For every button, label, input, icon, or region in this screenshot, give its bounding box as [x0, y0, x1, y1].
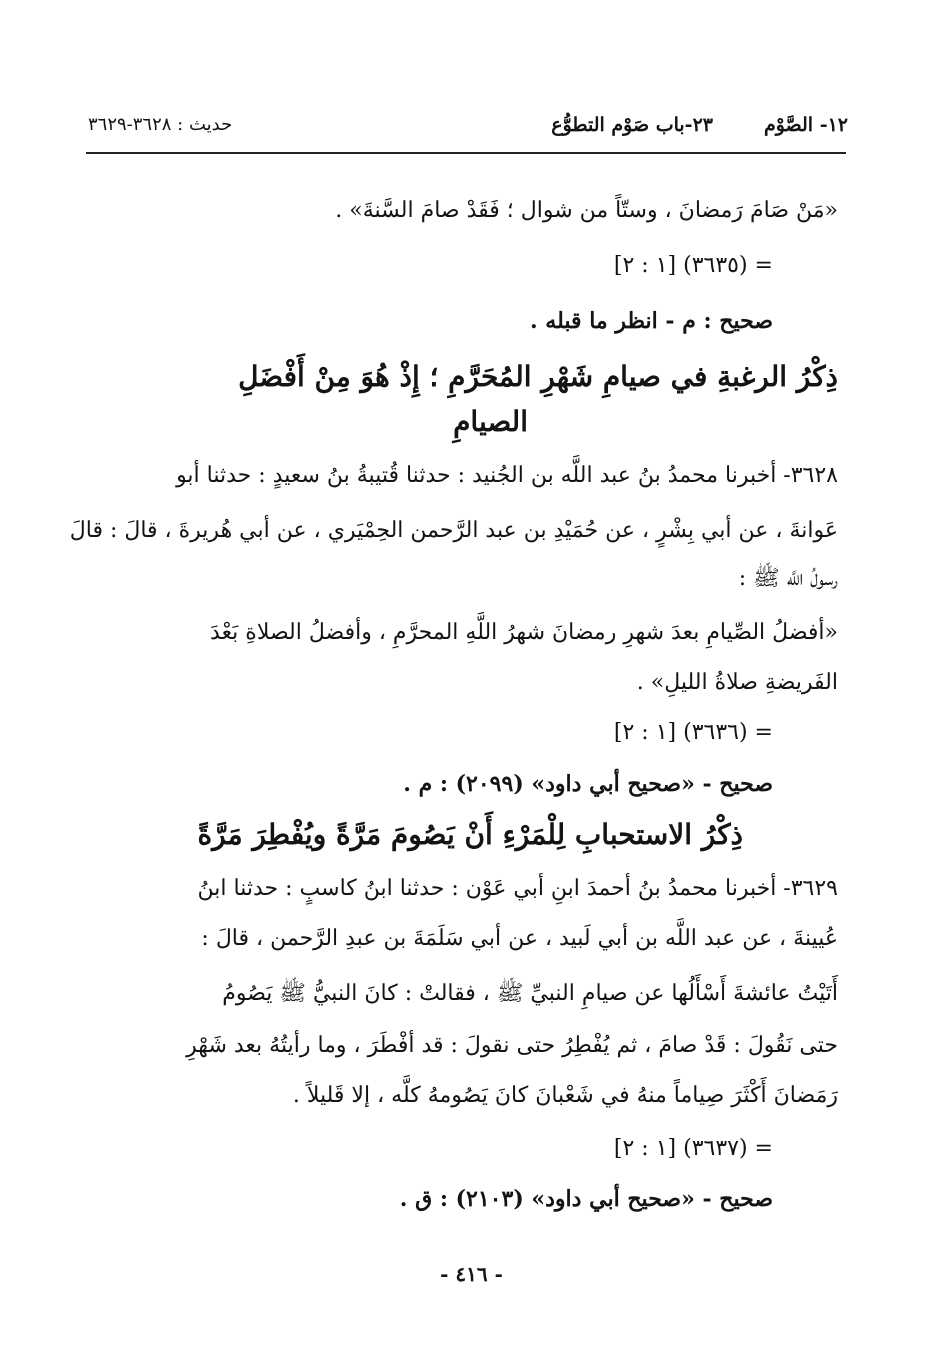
- reference-line: = (٣٦٣٦) [١ : ٢]: [613, 720, 773, 745]
- isnad-line: ٣٦٢٩- أخبرنا محمدُ بنُ أحمدَ ابنِ أبي عَوْن : حدثنا ابنُ كاسبٍ : حدثنا ابنُ: [197, 876, 838, 901]
- matn-line: «مَنْ صَامَ رَمضانَ ، وستّاً من شوال ؛ فَقَدْ صامَ السَّنةَ» .: [335, 198, 838, 223]
- reference-line: = (٣٦٣٧) [١ : ٢]: [613, 1136, 773, 1161]
- grading-line: صحيح - «صحيح أبي داود» (٢١٠٣) : ق .: [399, 1186, 773, 1212]
- section-title: ذِكْرُ الرغبةِ في صيامِ شَهْرِ المُحَرَّمِ ؛ إِذْ هُوَ مِنْ أَفْضَلِ: [238, 360, 838, 393]
- matn-line: الفَريضةِ صلاةُ الليلِ» .: [636, 670, 838, 695]
- grading-line: صحيح : م - انظر ما قبله .: [529, 308, 773, 334]
- page-number: - ٤١٦ -: [440, 1262, 503, 1286]
- isnad-line: عَوانةَ ، عن أبي بِشْرٍ ، عن حُمَيْدِ بن عبد الرَّحمن الحِمْيَري ، عن أبي هُريرةَ ، قالَ : قالَ: [69, 518, 838, 543]
- running-head-chapter: ١٢- الصَّوْم: [763, 114, 848, 136]
- matn-line: حتى نَقُولَ : قَدْ صامَ ، ثم يُفْطِرُ حتى نقولَ : قد أفْطَرَ ، وما رأيتُهُ بعد شَهْرِ: [186, 1033, 838, 1058]
- running-head-hadith-range: حديث : ٣٦٢٨-٣٦٢٩: [88, 114, 233, 135]
- isnad-line: ٣٦٢٨- أخبرنا محمدُ بنُ عبد اللَّه بن الجُنيد : حدثنا قُتيبةُ بنُ سعيدٍ : حدثنا أبو: [176, 463, 838, 488]
- section-title-continued: الصيامِ: [453, 405, 528, 438]
- section-title: ذِكْرُ الاستحبابِ لِلْمَرْءِ أَنْ يَصُومَ مَرَّةً ويُفْطِرَ مَرَّةً: [197, 818, 743, 851]
- matn-line: أَتَيْتُ عائشةَ أَسْأَلُها عن صيامِ النبيِّ ﷺ ، فقالتْ : كانَ النبيُّ ﷺ يَصُومُ: [222, 981, 838, 1006]
- isnad-line: عُيينةَ ، عن عبد اللَّه بن أبي لَبيد ، عن أبي سَلَمَةَ بن عبدِ الرَّحمن ، قالَ :: [201, 926, 838, 951]
- isnad-line: رسولُ اللَّه ﷺ :: [738, 566, 838, 591]
- header-rule: [86, 152, 846, 154]
- running-head-bab: ٢٣-باب صَوْم التطوُّع: [551, 114, 713, 136]
- matn-line: رَمَضانَ أَكْثَرَ صِياماً منهُ في شَعْبانَ كانَ يَصُومهُ كلَّه ، إلا قَليلاً .: [292, 1083, 838, 1108]
- matn-line: «أفضلُ الصِّيامِ بعدَ شهرِ رمضانَ شهرُ اللَّهِ المحرَّمِ ، وأفضلُ الصلاةِ بَعْدَ: [210, 620, 838, 645]
- grading-line: صحيح - «صحيح أبي داود» (٢٠٩٩) : م .: [403, 771, 773, 797]
- reference-line: = (٣٦٣٥) [١ : ٢]: [613, 253, 773, 278]
